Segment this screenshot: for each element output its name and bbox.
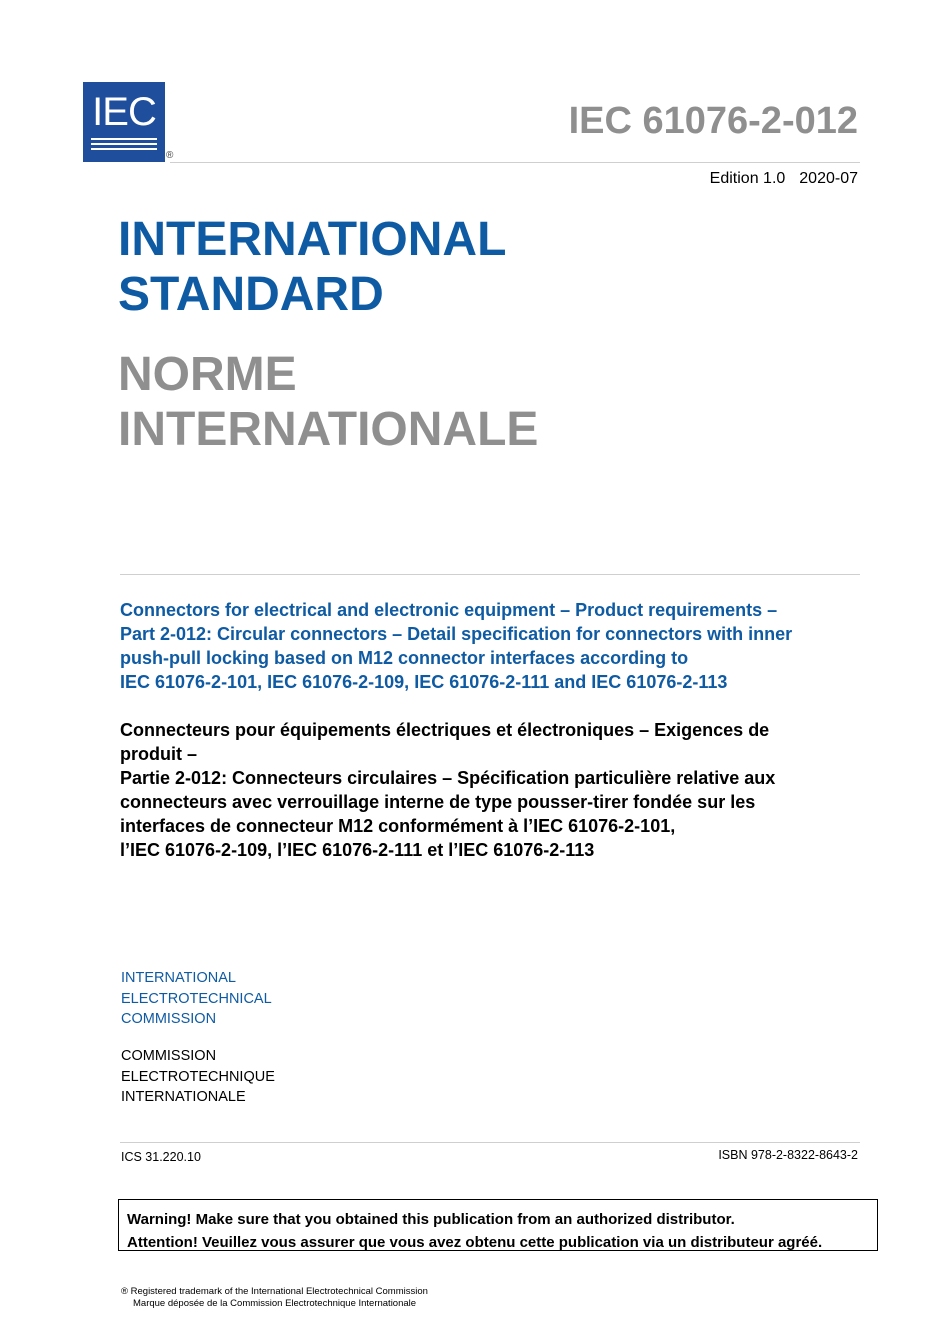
edition-line: [710, 170, 858, 188]
desc-en-line: push-pull locking based on M12 connector interfaces according to: [120, 648, 689, 668]
warning-french: Attention! Veuillez vous assurer que vous avez obtenu cette publication via un distributeur agréé.: [127, 1234, 823, 1251]
desc-fr-line: interfaces de connecteur M12 conformément à l’IEC 61076-2-101,: [120, 816, 676, 836]
logo-text: IEC: [92, 90, 156, 134]
title-en-line: STANDARD: [118, 268, 384, 321]
footer-divider: [120, 1142, 860, 1143]
logo-lines: [91, 138, 157, 153]
org-fr-line: ELECTROTECHNIQUE: [121, 1068, 275, 1085]
desc-en-line: IEC 61076-2-101, IEC 61076-2-109, IEC 61076-2-111 and IEC 61076-2-113: [120, 672, 728, 692]
org-en-line: COMMISSION: [121, 1011, 217, 1027]
desc-fr-line: connecteurs avec verrouillage interne de type pousser-tirer fondée sur les: [120, 792, 756, 812]
section-divider: [120, 574, 860, 575]
iec-logo: [83, 82, 165, 162]
footnote-french: Marque déposée de la Commission Electrotechnique Internationale: [133, 1298, 417, 1309]
org-en-line: INTERNATIONAL: [121, 970, 236, 986]
desc-fr-line: produit –: [120, 744, 197, 764]
footnote-english: ® Registered trademark of the International Electrotechnical Commission: [121, 1286, 428, 1297]
desc-en-line: Part 2-012: Circular connectors – Detail specification for connectors with inner: [120, 624, 793, 644]
description-english: [120, 598, 860, 694]
ics-code: ICS 31.220.10: [121, 1150, 201, 1164]
desc-en-line: Connectors for electrical and electronic equipment – Product requirements –: [120, 600, 778, 620]
desc-fr-line: Partie 2-012: Connecteurs circulaires – Spécification particulière relative aux: [120, 768, 776, 788]
warning-english: Warning! Make sure that you obtained this publication from an authorized distributor.: [127, 1211, 735, 1228]
trademark-footnote: [121, 1286, 428, 1310]
title-fr-line: INTERNATIONALE: [118, 403, 539, 456]
org-fr-line: INTERNATIONALE: [121, 1089, 246, 1105]
header-divider: [170, 162, 860, 163]
organization-french: [121, 1046, 275, 1108]
description-french: [120, 718, 860, 862]
title-fr-line: NORME: [118, 348, 297, 401]
org-fr-line: COMMISSION: [121, 1048, 217, 1064]
org-en-line: ELECTROTECHNICAL: [121, 990, 272, 1007]
warning-box: [118, 1199, 878, 1251]
isbn-number: ISBN 978-2-8322-8643-2: [718, 1148, 858, 1162]
desc-fr-line: Connecteurs pour équipements électriques et électroniques – Exigences de: [120, 720, 770, 740]
title-french: [118, 347, 538, 457]
organization-english: [121, 968, 272, 1030]
document-number: IEC 61076-2-012: [568, 100, 858, 142]
registered-mark: ®: [166, 150, 174, 161]
edition-label: Edition 1.0: [709, 170, 786, 187]
title-english: [118, 212, 506, 322]
title-en-line: INTERNATIONAL: [118, 213, 507, 266]
edition-date: 2020-07: [799, 170, 858, 187]
desc-fr-line: l’IEC 61076-2-109, l’IEC 61076-2-111 et l’IEC 61076-2-113: [120, 840, 595, 860]
